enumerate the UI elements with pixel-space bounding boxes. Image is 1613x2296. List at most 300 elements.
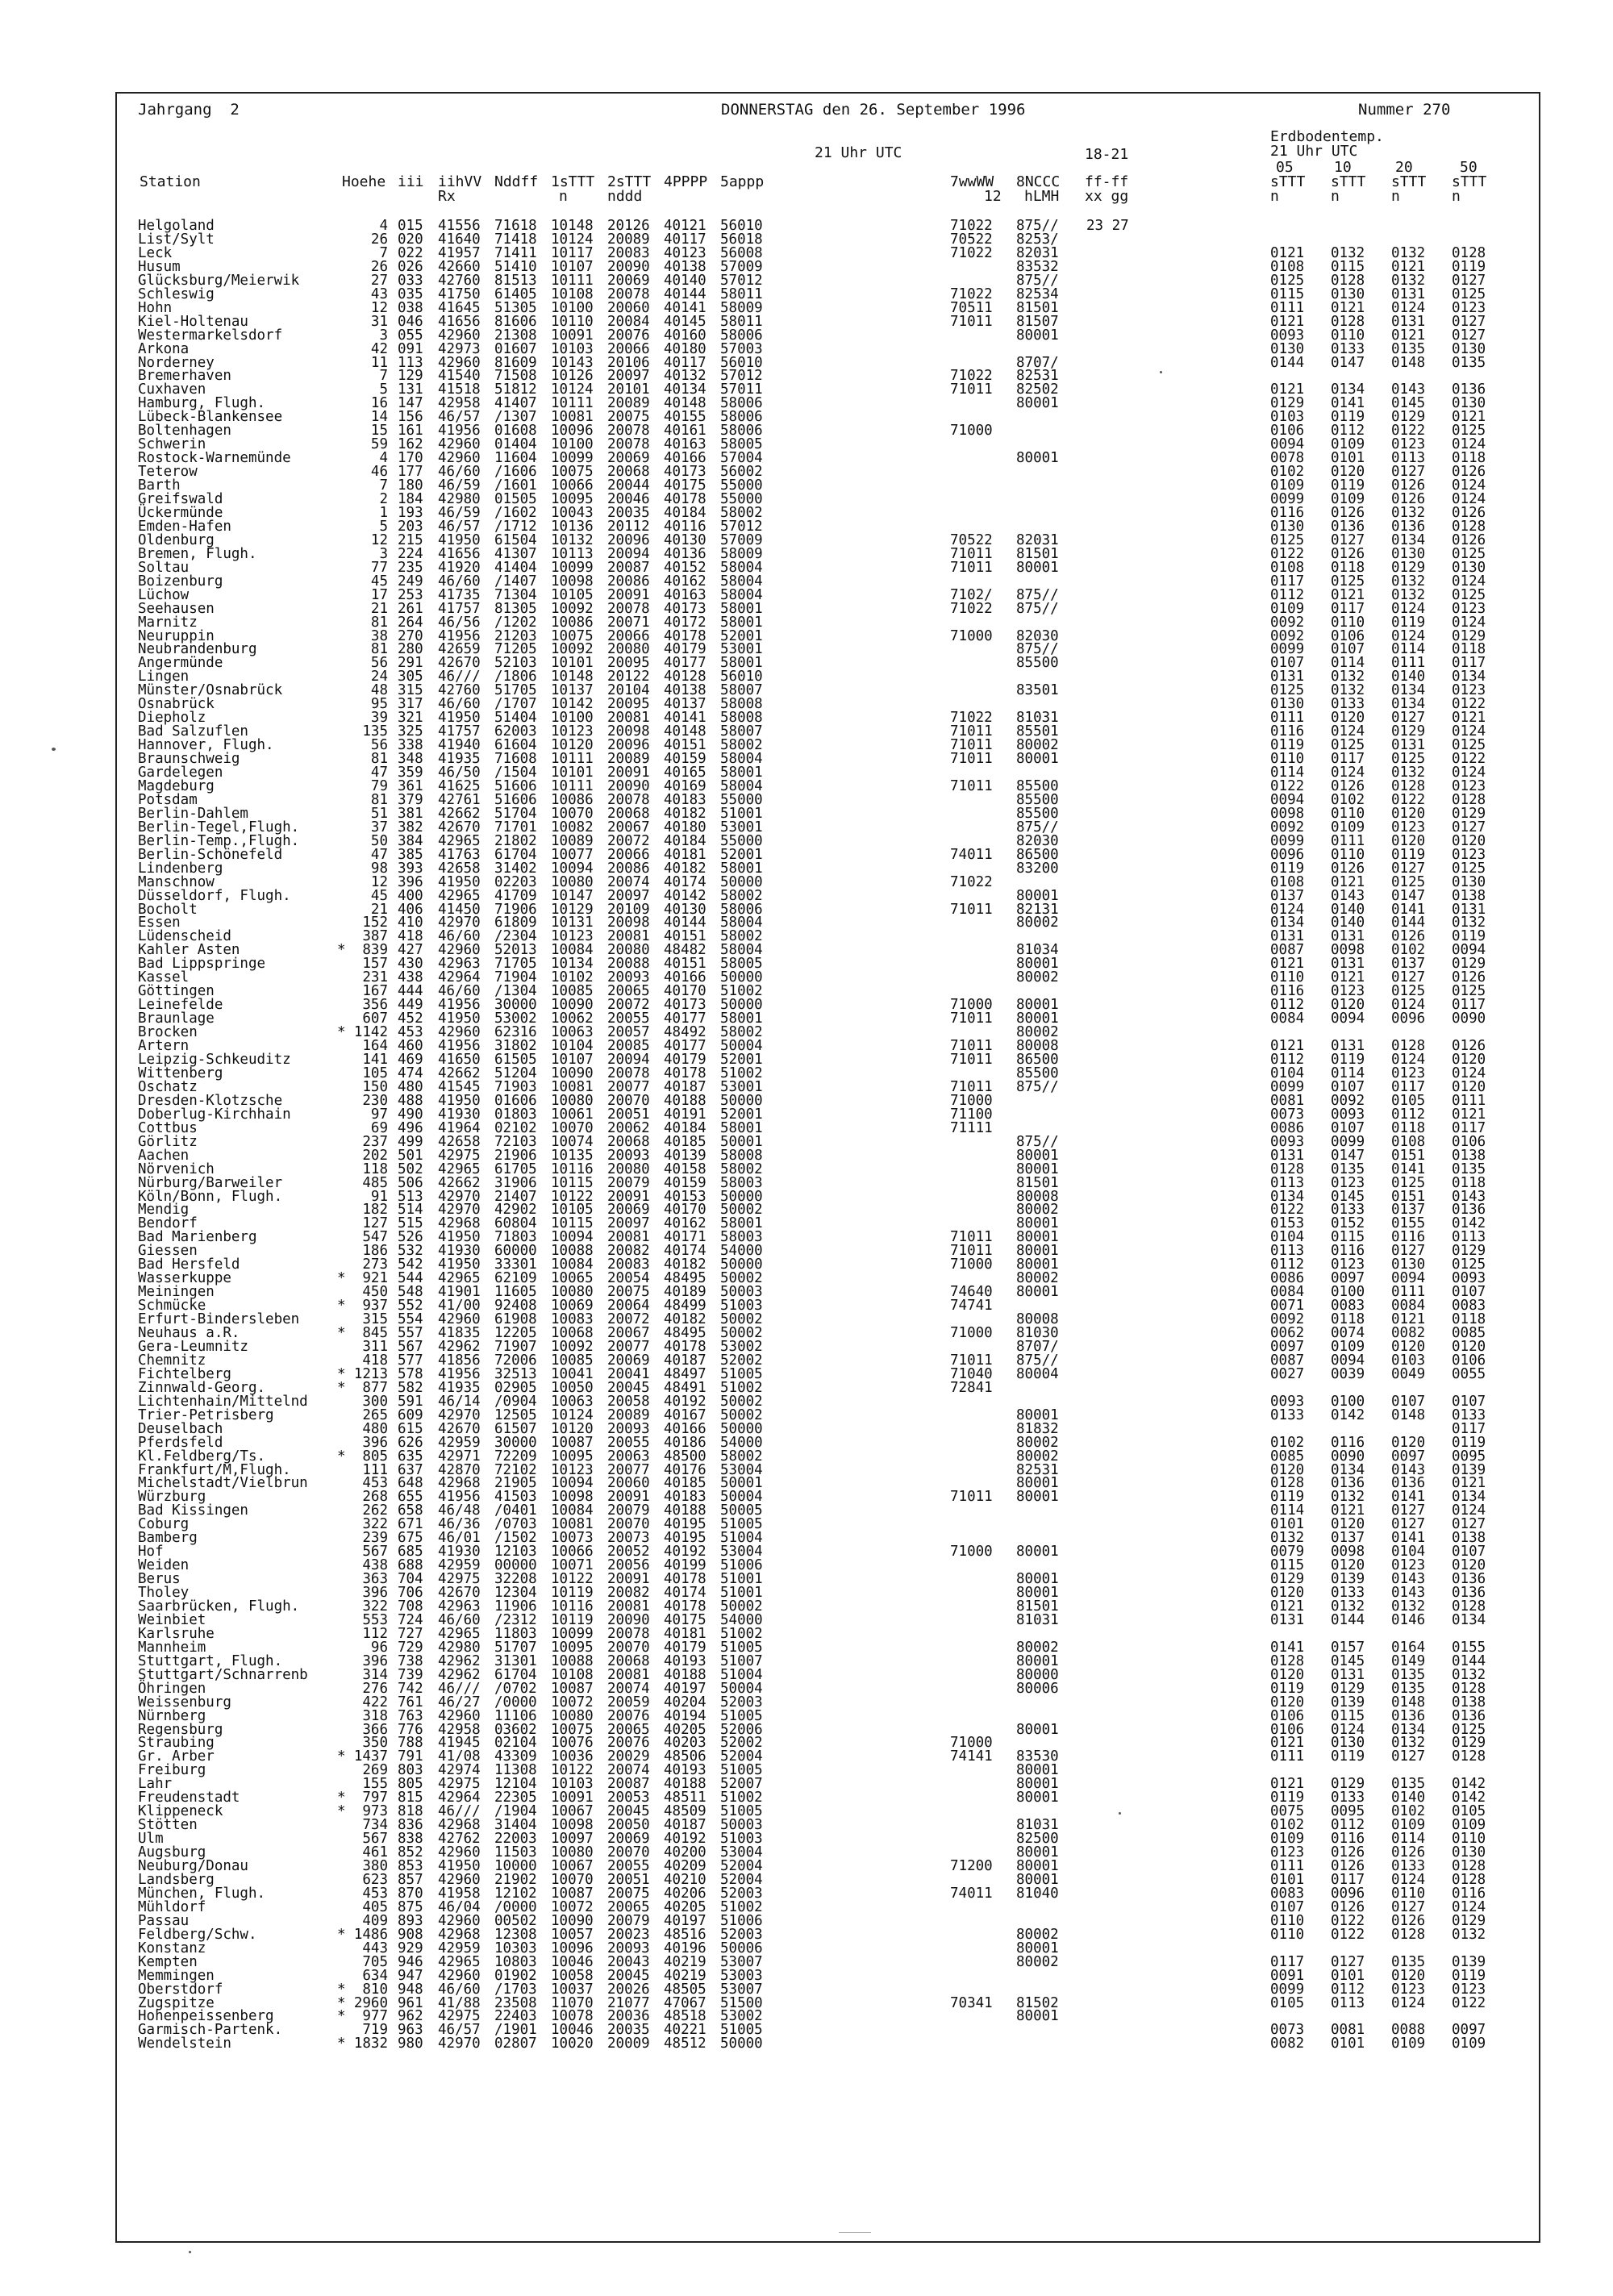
cell-group-5appp: 58007 — [720, 723, 763, 740]
cell-elevation: 96 — [370, 1639, 388, 1656]
cell-nddff: 71701 — [494, 819, 537, 835]
cell-group-8nccc: 875// — [1016, 1352, 1059, 1369]
cell-nddff: 52103 — [494, 655, 537, 672]
cell-iihvv: 46/// — [438, 1680, 481, 1697]
cell-station-index: 544 — [398, 1270, 423, 1287]
cell-group-1sttt: 10111 — [551, 777, 594, 794]
cell-station-index: 035 — [398, 285, 423, 302]
cell-soil-05: 0104 — [1270, 1229, 1305, 1246]
cell-soil-05: 0106 — [1270, 423, 1305, 440]
cell-nddff: 41404 — [494, 559, 537, 576]
cell-station-index: 609 — [398, 1406, 423, 1423]
cell-soil-20: 0121 — [1391, 1311, 1426, 1327]
cell-soil-05: 0110 — [1270, 751, 1305, 767]
cell-soil-20: 0134 — [1391, 1721, 1426, 1738]
cell-group-2sttt: 20065 — [607, 1721, 650, 1738]
cell-soil-05: 0111 — [1270, 1858, 1305, 1874]
cell-group-5appp: 53001 — [720, 1078, 763, 1095]
cell-soil-05: 0073 — [1270, 1106, 1305, 1123]
cell-elevation: 380 — [362, 1858, 388, 1874]
cell-group-1sttt: 10100 — [551, 299, 594, 316]
cell-station-index: 532 — [398, 1243, 423, 1260]
cell-group-5appp: 58006 — [720, 327, 763, 344]
cell-soil-20: 0126 — [1391, 1912, 1426, 1929]
cell-group-2sttt: 20069 — [607, 1202, 650, 1219]
cell-group-5appp: 50002 — [720, 1393, 763, 1410]
cell-station-index: 761 — [398, 1694, 423, 1711]
cell-iihvv: 46/60 — [438, 928, 481, 945]
cell-iihvv: 42658 — [438, 1133, 481, 1150]
cell-group-2sttt: 20045 — [607, 1379, 650, 1396]
cell-group-1sttt: 10075 — [551, 1721, 594, 1738]
cell-station-name: Dresden-Klotzsche — [138, 1092, 283, 1109]
cell-group-5appp: 52001 — [720, 1052, 763, 1068]
cell-soil-20: 0143 — [1391, 1461, 1426, 1478]
cell-soil-20: 0096 — [1391, 1010, 1426, 1027]
cell-group-5appp: 58002 — [720, 1161, 763, 1177]
cell-group-8nccc: 80001 — [1016, 1858, 1059, 1874]
cell-soil-10: 0114 — [1331, 655, 1365, 672]
cell-group-5appp: 56008 — [720, 244, 763, 261]
cell-group-1sttt: 10069 — [551, 1298, 594, 1314]
cell-iihvv: 42670 — [438, 655, 481, 672]
cell-nddff: 61505 — [494, 1052, 537, 1068]
cell-nddff: 61908 — [494, 1311, 537, 1327]
cell-group-1sttt: 10078 — [551, 2008, 594, 2025]
cell-group-1sttt: 10098 — [551, 573, 594, 590]
cell-soil-50: 0129 — [1452, 805, 1486, 822]
cell-group-4pppp: 40182 — [664, 1311, 706, 1327]
cell-nddff: 01505 — [494, 491, 537, 507]
cell-soil-10: 0125 — [1331, 573, 1365, 590]
cell-group-4pppp: 40141 — [664, 710, 706, 727]
cell-soil-20: 0137 — [1391, 1202, 1426, 1219]
cell-elevation: 937 — [362, 1298, 388, 1314]
cell-group-4pppp: 40174 — [664, 873, 706, 890]
cell-station-name: Norderney — [138, 354, 215, 371]
cell-soil-50: 0127 — [1452, 272, 1486, 289]
cell-group-5appp: 53003 — [720, 1967, 763, 1984]
cell-group-2sttt: 20095 — [607, 655, 650, 672]
cell-group-5appp: 51005 — [720, 1639, 763, 1656]
scan-speck — [189, 2251, 191, 2253]
cell-group-2sttt: 20079 — [607, 1502, 650, 1519]
cell-soil-05: 0128 — [1270, 1161, 1305, 1177]
cell-group-4pppp: 40192 — [664, 1544, 706, 1561]
cell-soil-50: 0121 — [1452, 710, 1486, 727]
cell-group-5appp: 58002 — [720, 1448, 763, 1465]
cell-nddff: 31404 — [494, 1817, 537, 1834]
cell-elevation: 50 — [370, 832, 388, 849]
cell-group-2sttt: 20066 — [607, 627, 650, 644]
cell-group-1sttt: 10074 — [551, 1133, 594, 1150]
cell-group-4pppp: 40188 — [664, 1666, 706, 1683]
cell-iihvv: 42959 — [438, 1557, 481, 1574]
cell-soil-10: 0132 — [1331, 1598, 1365, 1615]
cell-iihvv: 41950 — [438, 873, 481, 890]
cell-group-2sttt: 20079 — [607, 1912, 650, 1929]
cell-group-5appp: 50000 — [720, 1420, 763, 1437]
cell-nddff: 71705 — [494, 956, 537, 973]
cell-group-4pppp: 40159 — [664, 1174, 706, 1191]
cell-iihvv: 46/14 — [438, 1393, 481, 1410]
cell-group-8nccc: 80002 — [1016, 1202, 1059, 1219]
cell-station-name: Fichtelberg — [138, 1365, 231, 1382]
cell-soil-05: 0121 — [1270, 1038, 1305, 1054]
cell-nddff: 53002 — [494, 1010, 537, 1027]
cell-nddff: 61705 — [494, 1161, 537, 1177]
cell-soil-50: 0125 — [1452, 586, 1486, 603]
cell-soil-05: 0119 — [1270, 1790, 1305, 1806]
cell-elevation: 12 — [370, 531, 388, 548]
cell-iihvv: 41964 — [438, 1119, 481, 1136]
cell-mountain-marker: * — [337, 1365, 346, 1382]
cell-soil-10: 0126 — [1331, 1844, 1365, 1861]
cell-station-index: 022 — [398, 244, 423, 261]
cell-soil-20: 0097 — [1391, 1448, 1426, 1465]
cell-nddff: 10000 — [494, 1858, 537, 1874]
cell-soil-05: 0097 — [1270, 1338, 1305, 1355]
cell-group-4pppp: 40163 — [664, 586, 706, 603]
cell-group-5appp: 57012 — [720, 272, 763, 289]
cell-elevation: 1213 — [353, 1365, 388, 1382]
cell-station-index: 490 — [398, 1106, 423, 1123]
cell-station-index: 557 — [398, 1325, 423, 1341]
cell-elevation: 322 — [362, 1598, 388, 1615]
cell-soil-10: 0109 — [1331, 491, 1365, 507]
cell-nddff: 61704 — [494, 846, 537, 863]
cell-soil-50: 0109 — [1452, 1817, 1486, 1834]
cell-group-8nccc: 81031 — [1016, 1817, 1059, 1834]
cell-soil-05: 0087 — [1270, 1352, 1305, 1369]
cell-group-1sttt: 10037 — [551, 1981, 594, 1998]
cell-group-4pppp: 40166 — [664, 450, 706, 467]
cell-nddff: 51812 — [494, 381, 537, 398]
cell-nddff: 21902 — [494, 1871, 537, 1888]
cell-group-4pppp: 40144 — [664, 285, 706, 302]
cell-iihvv: 42960 — [438, 1912, 481, 1929]
cell-station-index: 542 — [398, 1256, 423, 1273]
cell-soil-05: 0116 — [1270, 723, 1305, 740]
cell-nddff: 71608 — [494, 751, 537, 767]
cell-group-5appp: 57012 — [720, 518, 763, 535]
cell-soil-05: 0104 — [1270, 1065, 1305, 1081]
cell-group-8nccc: 81507 — [1016, 313, 1059, 330]
cell-group-4pppp: 40178 — [664, 491, 706, 507]
cell-group-7wwww: 71011 — [950, 1243, 993, 1260]
cell-iihvv: 41950 — [438, 1256, 481, 1273]
cell-elevation: 46 — [370, 464, 388, 481]
cell-iihvv: 42960 — [438, 1024, 481, 1040]
cell-mountain-marker: * — [337, 1981, 346, 1998]
cell-group-8nccc: 82030 — [1016, 832, 1059, 849]
cell-group-4pppp: 40173 — [664, 600, 706, 617]
cell-group-2sttt: 20091 — [607, 1571, 650, 1587]
cell-nddff: /1601 — [494, 477, 537, 494]
cell-nddff: 62003 — [494, 723, 537, 740]
cell-group-5appp: 50000 — [720, 1188, 763, 1205]
cell-soil-20: 0135 — [1391, 1680, 1426, 1697]
cell-soil-20: 0123 — [1391, 1065, 1426, 1081]
cell-group-5appp: 52003 — [720, 1694, 763, 1711]
cell-group-8nccc: 80001 — [1016, 1940, 1059, 1956]
cell-group-7wwww: 71011 — [950, 1052, 993, 1068]
cell-group-4pppp: 40195 — [664, 1530, 706, 1547]
cell-station-name: Zugspitze — [138, 1994, 215, 2011]
cell-station-index: 249 — [398, 573, 423, 590]
cell-group-7wwww: 71011 — [950, 723, 993, 740]
cell-soil-20: 0125 — [1391, 983, 1426, 1000]
cell-nddff: 32208 — [494, 1571, 537, 1587]
cell-group-1sttt: 10092 — [551, 1338, 594, 1355]
cell-station-index: 444 — [398, 983, 423, 1000]
cell-nddff: 12304 — [494, 1585, 537, 1601]
cell-iihvv: 41958 — [438, 1885, 481, 1902]
cell-station-name: Cuxhaven — [138, 381, 206, 398]
cell-elevation: 273 — [362, 1256, 388, 1273]
cell-soil-10: 0123 — [1331, 983, 1365, 1000]
cell-group-4pppp: 40178 — [664, 1571, 706, 1587]
cell-soil-20: 0113 — [1391, 450, 1426, 467]
cell-nddff: 31906 — [494, 1174, 537, 1191]
cell-group-4pppp: 48495 — [664, 1270, 706, 1287]
cell-soil-50: 0130 — [1452, 340, 1486, 357]
cell-group-8nccc: 81031 — [1016, 710, 1059, 727]
cell-soil-50: 0128 — [1452, 791, 1486, 808]
cell-soil-05: 0111 — [1270, 710, 1305, 727]
cell-group-4pppp: 40205 — [664, 1898, 706, 1915]
cell-group-1sttt: 10065 — [551, 1270, 594, 1287]
cell-group-5appp: 58004 — [720, 751, 763, 767]
cell-nddff: 71508 — [494, 368, 537, 385]
cell-soil-50: 0125 — [1452, 423, 1486, 440]
cell-iihvv: 42964 — [438, 969, 481, 986]
cell-station-name: Bad Lippspringe — [138, 956, 266, 973]
cell-soil-50: 0122 — [1452, 696, 1486, 713]
cell-soil-05: 0093 — [1270, 1133, 1305, 1150]
cell-group-5appp: 51500 — [720, 1994, 763, 2011]
cell-group-2sttt: 20075 — [607, 1284, 650, 1301]
cell-station-name: Greifswald — [138, 491, 223, 507]
cell-soil-20: 0155 — [1391, 1215, 1426, 1232]
cell-soil-05: 0099 — [1270, 1981, 1305, 1998]
cell-station-name: Marnitz — [138, 614, 198, 631]
cell-group-2sttt: 20097 — [607, 887, 650, 904]
cell-soil-50: 0130 — [1452, 1844, 1486, 1861]
cell-group-8nccc: 875// — [1016, 819, 1059, 835]
cell-soil-05: 0125 — [1270, 531, 1305, 548]
cell-station-name: Gardelegen — [138, 765, 223, 781]
cell-group-5appp: 58007 — [720, 682, 763, 699]
cell-elevation: 231 — [362, 969, 388, 986]
cell-group-1sttt: 10072 — [551, 1898, 594, 1915]
cell-nddff: 43309 — [494, 1748, 537, 1765]
cell-iihvv: 42660 — [438, 258, 481, 275]
cell-nddff: 02905 — [494, 1379, 537, 1396]
cell-soil-20: 0148 — [1391, 354, 1426, 371]
cell-station-name: Bad Hersfeld — [138, 1256, 240, 1273]
cell-nddff: 51204 — [494, 1065, 537, 1081]
cell-nddff: /1904 — [494, 1803, 537, 1820]
cell-group-2sttt: 20090 — [607, 777, 650, 794]
cell-soil-50: 0118 — [1452, 641, 1486, 658]
cell-group-4pppp: 40174 — [664, 1585, 706, 1601]
cell-group-2sttt: 21077 — [607, 1994, 650, 2011]
cell-station-name: Bremerhaven — [138, 368, 231, 385]
cell-group-2sttt: 20036 — [607, 2008, 650, 2025]
cell-elevation: 77 — [370, 559, 388, 576]
cell-soil-10: 0132 — [1331, 682, 1365, 699]
cell-elevation: 2960 — [353, 1994, 388, 2011]
cell-nddff: /1707 — [494, 696, 537, 713]
cell-station-name: Oberstdorf — [138, 1981, 223, 1998]
cell-iihvv: 42975 — [438, 1147, 481, 1164]
cell-group-5appp: 55000 — [720, 491, 763, 507]
cell-group-8nccc: 85501 — [1016, 723, 1059, 740]
cell-group-1sttt: 10092 — [551, 600, 594, 617]
cell-group-2sttt: 20089 — [607, 395, 650, 412]
cell-soil-50: 0126 — [1452, 505, 1486, 521]
cell-group-8nccc: 80001 — [1016, 1229, 1059, 1246]
cell-group-8nccc: 80001 — [1016, 1544, 1059, 1561]
cell-soil-50: 0143 — [1452, 1188, 1486, 1205]
cell-group-8nccc: 86500 — [1016, 1052, 1059, 1068]
cell-soil-05: 0128 — [1270, 1475, 1305, 1492]
header-18-21: 18-21 — [1085, 146, 1129, 163]
cell-group-2sttt: 20086 — [607, 573, 650, 590]
cell-group-8nccc: 82531 — [1016, 1461, 1059, 1478]
cell-soil-50: 0118 — [1452, 450, 1486, 467]
cell-station-name: Bamberg — [138, 1530, 198, 1547]
cell-soil-20: 0132 — [1391, 244, 1426, 261]
cell-soil-20: 0141 — [1391, 1530, 1426, 1547]
cell-soil-05: 0117 — [1270, 573, 1305, 590]
cell-soil-10: 0145 — [1331, 1188, 1365, 1205]
cell-soil-10: 0117 — [1331, 751, 1365, 767]
cell-nddff: 22003 — [494, 1831, 537, 1848]
cell-soil-05: 0122 — [1270, 777, 1305, 794]
cell-soil-05: 0119 — [1270, 1489, 1305, 1506]
cell-group-2sttt: 20055 — [607, 1434, 650, 1451]
cell-group-1sttt: 10107 — [551, 1052, 594, 1068]
cell-group-7wwww: 71011 — [950, 777, 993, 794]
cell-group-7wwww: 72841 — [950, 1379, 993, 1396]
cell-iihvv: 42959 — [438, 1940, 481, 1956]
cell-group-2sttt: 20069 — [607, 1831, 650, 1848]
cell-iihvv: 46/50 — [438, 765, 481, 781]
cell-soil-05: 0114 — [1270, 765, 1305, 781]
cell-iihvv: 41956 — [438, 997, 481, 1014]
cell-elevation: 4 — [379, 450, 388, 467]
cell-group-1sttt: 10020 — [551, 2036, 594, 2052]
cell-soil-05: 0094 — [1270, 791, 1305, 808]
cell-soil-10: 0098 — [1331, 942, 1365, 959]
cell-group-5appp: 50002 — [720, 1202, 763, 1219]
header-2sttt-nddd: nddd — [607, 188, 643, 205]
cell-soil-10: 0147 — [1331, 354, 1365, 371]
cell-soil-10: 0110 — [1331, 614, 1365, 631]
cell-station-name: Meiningen — [138, 1284, 215, 1301]
cell-soil-50: 0134 — [1452, 1489, 1486, 1506]
cell-soil-20: 0135 — [1391, 1666, 1426, 1683]
cell-nddff: 11308 — [494, 1762, 537, 1779]
cell-group-4pppp: 40179 — [664, 641, 706, 658]
cell-group-5appp: 50002 — [720, 1311, 763, 1327]
cell-group-1sttt: 10096 — [551, 1940, 594, 1956]
cell-soil-10: 0121 — [1331, 586, 1365, 603]
cell-group-8nccc: 81501 — [1016, 545, 1059, 562]
cell-soil-20: 0126 — [1391, 928, 1426, 945]
cell-station-name: Leck — [138, 244, 173, 261]
cell-group-8nccc: 875// — [1016, 1133, 1059, 1150]
cell-station-index: 396 — [398, 873, 423, 890]
cell-soil-05: 0073 — [1270, 2022, 1305, 2039]
cell-soil-05: 0129 — [1270, 395, 1305, 412]
cell-group-2sttt: 20077 — [607, 1461, 650, 1478]
soil-col-50: sTTT — [1452, 173, 1487, 190]
cell-group-1sttt: 10087 — [551, 1434, 594, 1451]
cell-iihvv: 42968 — [438, 1215, 481, 1232]
cell-group-1sttt: 10110 — [551, 313, 594, 330]
cell-soil-10: 0107 — [1331, 1078, 1365, 1095]
cell-soil-50: 0093 — [1452, 1270, 1486, 1287]
cell-soil-05: 0113 — [1270, 1174, 1305, 1191]
cell-group-8nccc: 80001 — [1016, 1215, 1059, 1232]
cell-group-1sttt: 10142 — [551, 696, 594, 713]
cell-station-index: 708 — [398, 1598, 423, 1615]
cell-iihvv: 46/60 — [438, 464, 481, 481]
cell-iihvv: 41/88 — [438, 1994, 481, 2011]
cell-soil-20: 0127 — [1391, 710, 1426, 727]
cell-station-name: Coburg — [138, 1516, 190, 1533]
cell-group-5appp: 52001 — [720, 846, 763, 863]
cell-soil-10: 0121 — [1331, 1502, 1365, 1519]
cell-group-5appp: 51006 — [720, 1912, 763, 1929]
cell-group-7wwww: 74741 — [950, 1298, 993, 1314]
cell-group-5appp: 51001 — [720, 1585, 763, 1601]
cell-soil-20: 0109 — [1391, 2036, 1426, 2052]
cell-elevation: 45 — [370, 573, 388, 590]
cell-elevation: 314 — [362, 1666, 388, 1683]
cell-soil-05: 0114 — [1270, 1502, 1305, 1519]
cell-group-2sttt: 20079 — [607, 1174, 650, 1191]
cell-soil-20: 0132 — [1391, 505, 1426, 521]
cell-soil-50: 0130 — [1452, 873, 1486, 890]
cell-station-name: Kempten — [138, 1953, 198, 1970]
cell-nddff: 21905 — [494, 1475, 537, 1492]
cell-soil-10: 0113 — [1331, 1994, 1365, 2011]
cell-soil-05: 0101 — [1270, 1871, 1305, 1888]
cell-group-5appp: 58008 — [720, 1147, 763, 1164]
cell-soil-10: 0112 — [1331, 1981, 1365, 1998]
cell-group-1sttt: 10084 — [551, 942, 594, 959]
cell-group-1sttt: 10083 — [551, 1311, 594, 1327]
cell-station-index: 033 — [398, 272, 423, 289]
cell-soil-10: 0119 — [1331, 1052, 1365, 1068]
cell-iihvv: 42965 — [438, 1625, 481, 1642]
cell-soil-05: 0102 — [1270, 464, 1305, 481]
cell-group-5appp: 51005 — [720, 1803, 763, 1820]
cell-group-8nccc: 80001 — [1016, 1762, 1059, 1779]
cell-soil-05: 0116 — [1270, 505, 1305, 521]
cell-group-4pppp: 40152 — [664, 559, 706, 576]
cell-soil-50: 0123 — [1452, 299, 1486, 316]
cell-soil-20: 0132 — [1391, 765, 1426, 781]
cell-group-8nccc: 80008 — [1016, 1038, 1059, 1054]
cell-station-index: 946 — [398, 1953, 423, 1970]
cell-nddff: 61507 — [494, 1420, 537, 1437]
cell-station-name: Lichtenhain/Mittelnd — [138, 1393, 308, 1410]
